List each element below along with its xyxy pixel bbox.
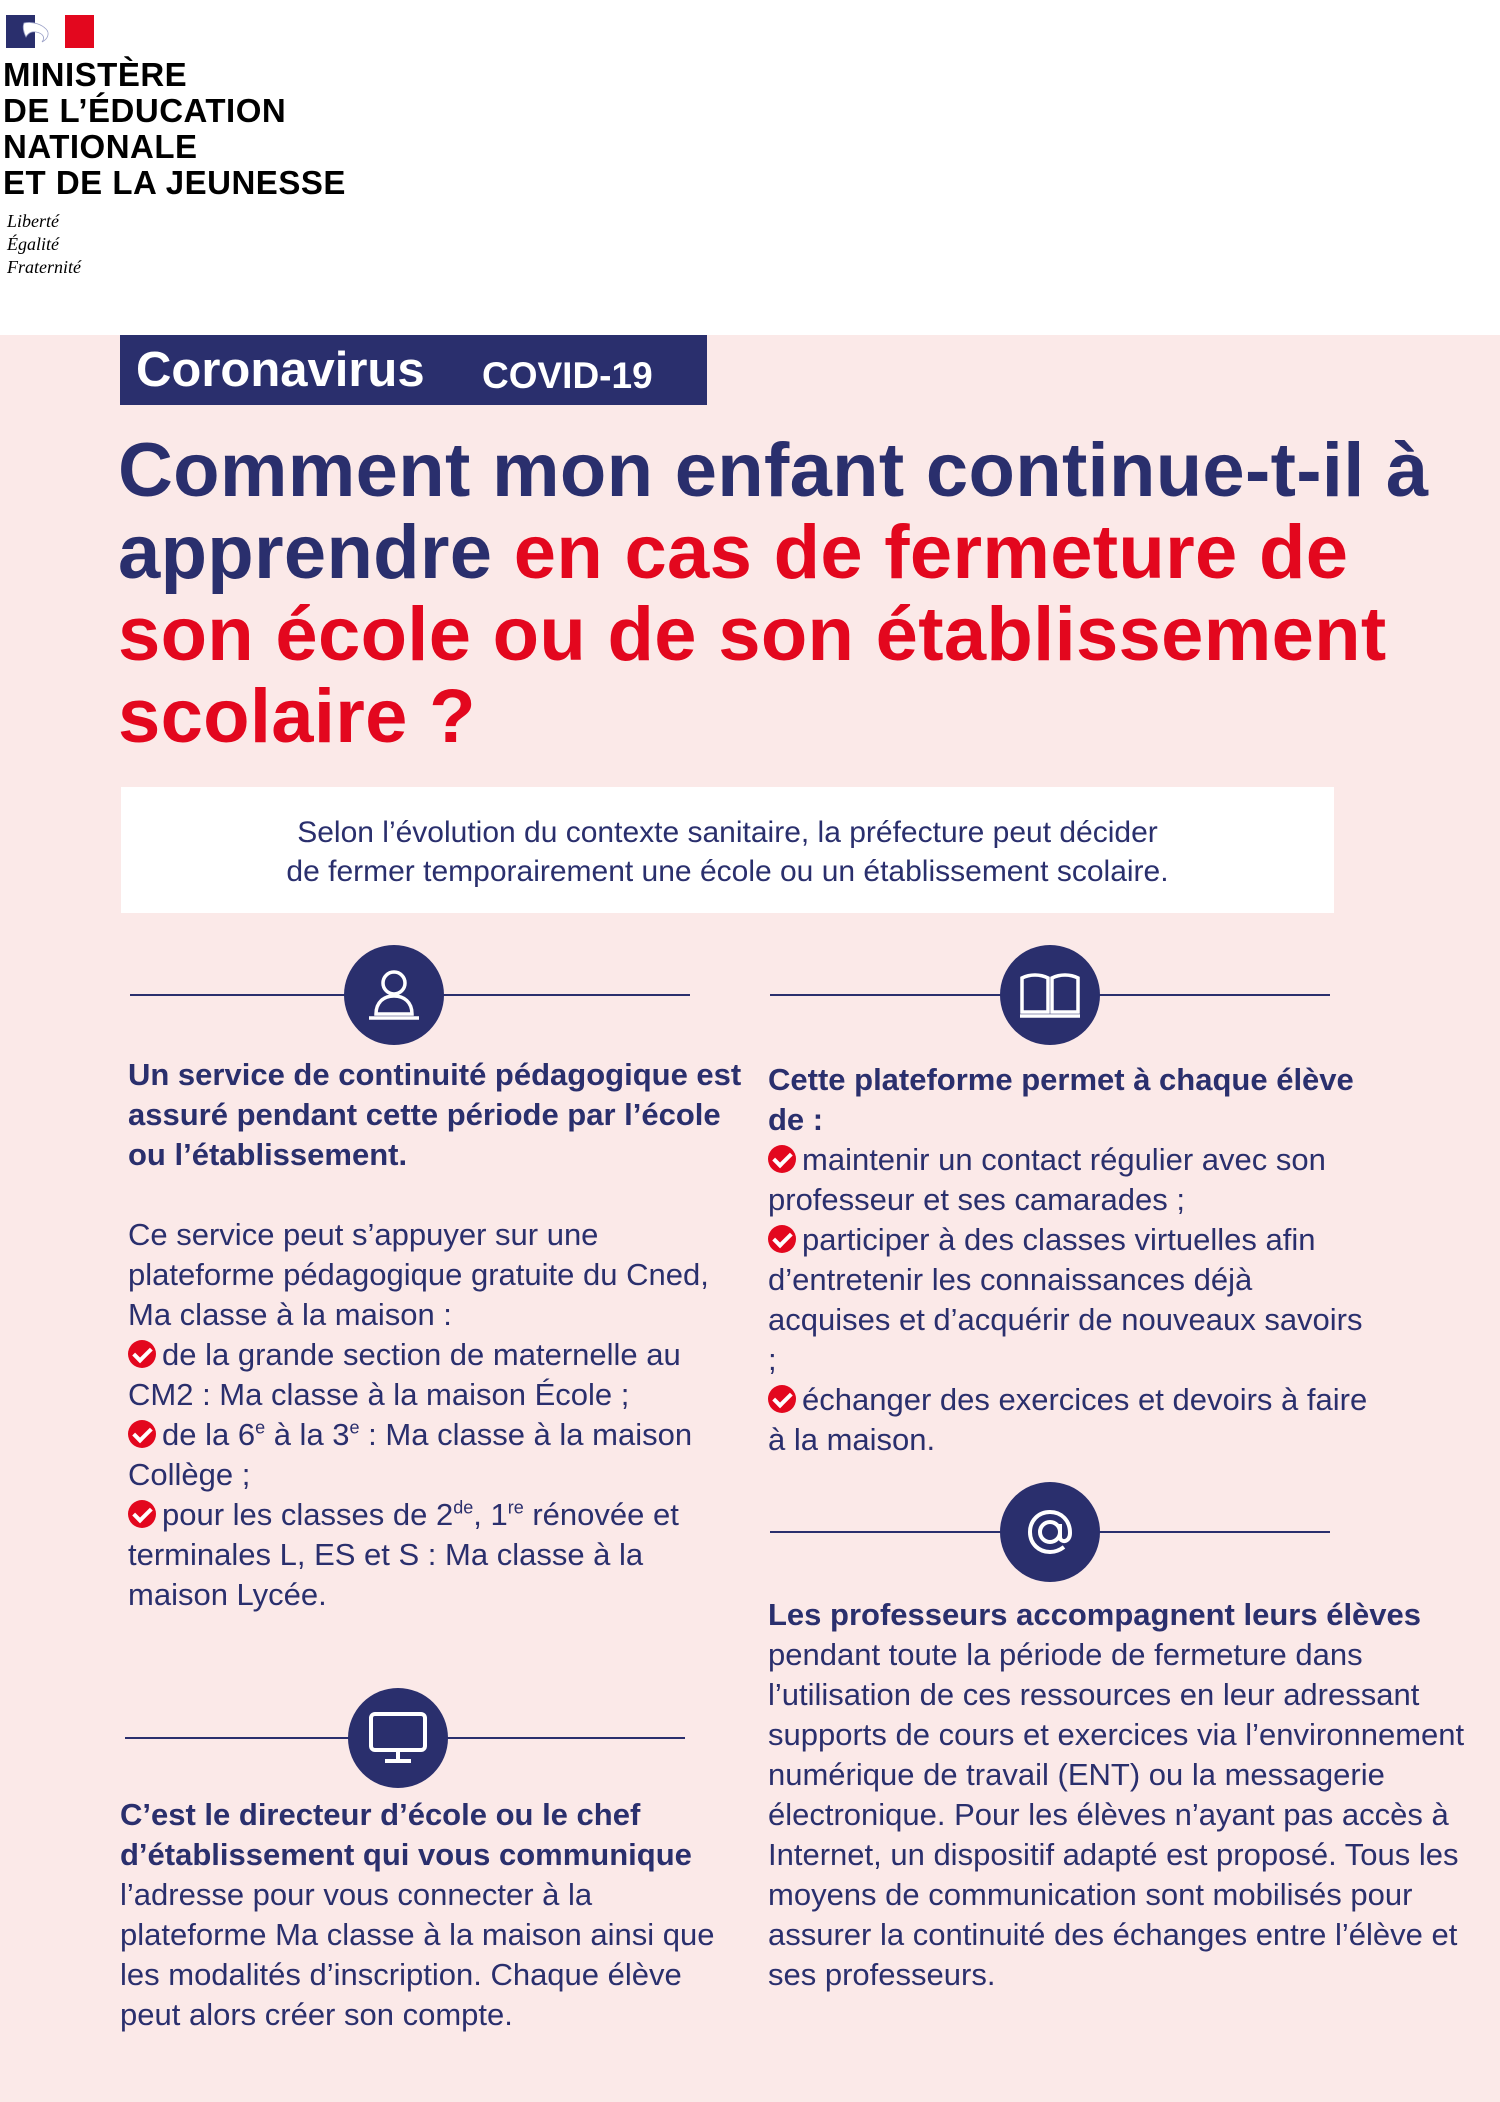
section-divider <box>770 1482 1330 1582</box>
motto-line: Liberté <box>7 211 59 231</box>
marianne-flag-icon <box>6 15 94 48</box>
tag-main-label: Coronavirus <box>136 343 425 397</box>
republic-motto <box>7 210 81 279</box>
header <box>0 0 1500 335</box>
section-text: Les professeurs accompagnent leurs élèves pendant toute la période de fermeture dans l’utilisation de ces ressources en leur adressant supports de cours et exercices via l’environnement numérique de travail (ENT) ou la messagerie électronique. Pour les élèves n’ayant pas accès à Internet, un dispositif adapté est proposé. Tous les moyens de communication sont mobilisés pour assurer la continuité des échanges entre l’élève et ses professeurs. <box>768 1597 1465 1992</box>
motto-line: Fraternité <box>7 257 81 277</box>
tag-sub-label: COVID-19 <box>482 355 653 396</box>
section-heading: Les professeurs accompagnent leurs élèves <box>768 1597 1422 1632</box>
list-item: participer à des classes virtuelles afin d’entretenir les connaissances déjà acquises et d’acquérir de nouveaux savoirs ; <box>768 1222 1363 1377</box>
motto-line: Égalité <box>7 234 59 254</box>
computer-icon <box>348 1688 448 1788</box>
at-sign-icon <box>1000 1482 1100 1582</box>
intro-box <box>121 787 1334 913</box>
check-icon <box>128 1340 156 1368</box>
continuity-service-section <box>128 1055 748 1615</box>
section-divider <box>125 1688 685 1788</box>
title-part-red: en cas de fermeture de son école ou de son établissement scolaire ? <box>118 510 1387 759</box>
topic-tag <box>120 335 707 405</box>
check-icon <box>128 1420 156 1448</box>
section-text: Ce service peut s’appuyer sur une plateforme pédagogique gratuite du Cned, Ma classe à la maison : <box>128 1217 709 1332</box>
intro-line: Selon l’évolution du contexte sanitaire, la préfecture peut décider <box>297 816 1158 849</box>
section-heading: Cette plateforme permet à chaque élève de : <box>768 1062 1354 1137</box>
section-divider <box>770 945 1330 1045</box>
list-item: de la grande section de maternelle au CM2 : Ma classe à la maison École ; <box>128 1337 681 1412</box>
ministry-line: ET DE LA JEUNESSE <box>3 164 346 201</box>
section-heading: Un service de continuité pédagogique est assuré pendant cette période par l’école ou l’établissement. <box>128 1057 742 1172</box>
check-icon <box>768 1145 796 1173</box>
account-creation-section <box>120 1795 740 2035</box>
ministry-line: MINISTÈRE <box>3 56 188 93</box>
check-icon <box>768 1385 796 1413</box>
ministry-name <box>3 57 346 201</box>
ministry-line: DE L’ÉDUCATION <box>3 92 287 129</box>
check-icon <box>128 1500 156 1528</box>
section-divider <box>130 945 690 1045</box>
page-title <box>118 430 1478 758</box>
list-item: maintenir un contact régulier avec son professeur et ses camarades ; <box>768 1142 1326 1217</box>
check-icon <box>768 1225 796 1253</box>
intro-line: de fermer temporairement une école ou un établissement scolaire. <box>286 855 1169 888</box>
person-icon <box>344 945 444 1045</box>
title-part-navy: Comment mon enfant continue-t-il à apprendre <box>118 428 1429 595</box>
section-heading: C’est le directeur d’école ou le chef d’établissement qui vous communique <box>120 1797 692 1872</box>
list-item: échanger des exercices et devoirs à faire à la maison. <box>768 1382 1368 1457</box>
section-text: l’adresse pour vous connecter à la plateforme Ma classe à la maison ainsi que les modalités d’inscription. Chaque élève peut alors créer son compte. <box>120 1877 715 2032</box>
ministry-line: NATIONALE <box>3 128 198 165</box>
list-item: de la 6e à la 3e : Ma classe à la maison Collège ; <box>128 1417 693 1492</box>
platform-features-section <box>768 1060 1368 1460</box>
book-icon <box>1000 945 1100 1045</box>
teachers-support-section <box>768 1595 1468 1995</box>
list-item: pour les classes de 2de, 1re rénovée et terminales L, ES et S : Ma classe à la maison Lycée. <box>128 1497 679 1612</box>
